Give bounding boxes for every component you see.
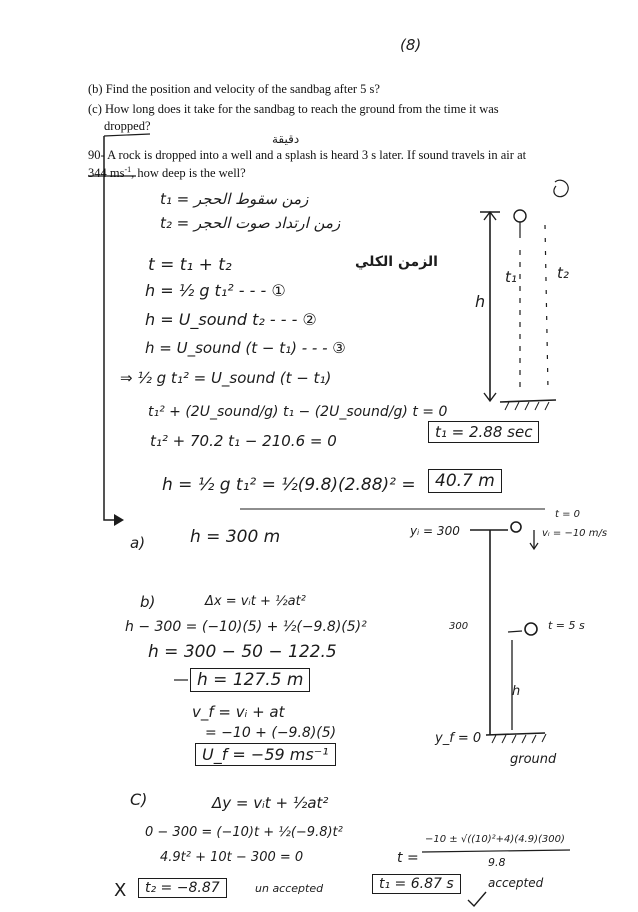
sandbag-diagram	[470, 522, 546, 743]
part-c-t1-note: accepted	[488, 876, 544, 890]
page-number: (8)	[400, 36, 422, 54]
eq-height-2: h = U_sound t₂ - - - ②	[145, 310, 317, 329]
part-b-velocity-substitution: = −10 + (−9.8)(5)	[205, 725, 337, 741]
part-c-t1-result: t₁ = 6.87 s	[372, 874, 461, 894]
sandbag-t5-label: t = 5 s	[548, 619, 585, 632]
bracket-arrowhead	[114, 514, 124, 526]
part-b-velocity-result: U_f = −59 ms⁻¹	[195, 743, 336, 766]
part-a-equation: h = 300 m	[190, 527, 281, 547]
eq-height-1: h = ½ g t₁² - - - ①	[145, 281, 286, 300]
t2-definition: t₂ = زمن ارتداد صوت الحجر	[160, 214, 341, 232]
total-time-note: الزمن الكلي	[355, 254, 438, 270]
part-b-substitution: h − 300 = (−10)(5) + ½(−9.8)(5)²	[125, 619, 367, 635]
well-diagram	[480, 180, 568, 410]
t1-definition: t₁ = زمن سقوط الحجر	[160, 190, 309, 208]
part-b-height-result: h = 127.5 m	[190, 668, 310, 692]
well-t2-label: t₂	[557, 264, 569, 282]
question-c-line1: (c) How long does it take for the sandbag to reach the ground from the time it was	[88, 102, 499, 116]
part-a-label: a)	[130, 534, 146, 552]
part-c-formula-denominator: 9.8	[488, 856, 506, 869]
question-90-line2	[88, 165, 246, 181]
eq-numeric: t₁² + 70.2 t₁ − 210.6 = 0	[150, 432, 337, 450]
check-mark	[468, 892, 486, 906]
eq-substitution: ⇒ ½ g t₁² = U_sound (t − t₁)	[120, 369, 332, 387]
sandbag-vi-label: vᵢ = −10 m/s	[542, 528, 608, 539]
part-c-formula-t: t =	[397, 850, 419, 866]
part-c-formula-numerator: −10 ± √((10)²+4)(4.9)(300)	[425, 834, 565, 845]
eq-height-final: h = ½ g t₁² = ½(9.8)(2.88)² =	[162, 475, 416, 495]
sandbag-ground-label: ground	[510, 752, 557, 767]
eq-height-3: h = U_sound (t − t₁) - - - ③	[145, 339, 346, 357]
annotation-word-above: دقيقة	[272, 132, 300, 146]
part-c-kinematics: Δy = vᵢt + ½at²	[212, 794, 329, 812]
part-b-simplified: h = 300 − 50 − 122.5	[148, 642, 337, 662]
sandbag-h-label: h	[512, 684, 521, 699]
well-h-label: h	[475, 292, 486, 311]
part-c-t2-note: un accepted	[255, 882, 324, 895]
t1-result-box: t₁ = 2.88 sec	[428, 421, 539, 443]
eq-total-time: t = t₁ + t₂	[148, 255, 232, 275]
speed-value: 344 ms	[88, 166, 125, 181]
part-c-substitution: 0 − 300 = (−10)t + ½(−9.8)t²	[145, 825, 343, 840]
part-b-velocity-formula: v_f = vᵢ + at	[192, 703, 285, 721]
formula-bar	[422, 850, 570, 852]
eq-quadratic: t₁² + (2U_sound/g) t₁ − (2U_sound/g) t = 0	[148, 404, 448, 420]
well-t1-label: t₁	[505, 268, 517, 286]
part-c-t2-result: t₂ = −8.87	[138, 878, 227, 898]
q90-bracket-top	[104, 134, 150, 136]
reject-mark: X	[114, 880, 127, 901]
part-b-kinematics: Δx = vᵢt + ½at²	[205, 594, 306, 609]
part-b-label: b)	[140, 593, 156, 611]
part-c-label: C)	[130, 790, 148, 809]
question-c-line2: dropped?	[104, 119, 151, 133]
speed-unit-exponent: -1	[124, 165, 132, 174]
q90-bracket	[104, 136, 122, 520]
question-b: (b) Find the position and velocity of the sandbag after 5 s?	[88, 82, 380, 96]
part-c-quadratic: 4.9t² + 10t − 300 = 0	[160, 850, 304, 865]
question-90-tail: , how deep is the well?	[131, 166, 246, 181]
sandbag-t0-label: t = 0	[555, 509, 581, 520]
sandbag-yf-label: y_f = 0	[435, 731, 482, 746]
sandbag-yi-label: yᵢ = 300	[410, 524, 460, 538]
height-result-box: 40.7 m	[428, 469, 502, 493]
question-90-line1: 90- A rock is dropped into a well and a splash is heard 3 s later. If sound travels in air at	[88, 148, 527, 162]
sandbag-300-label: 300	[449, 621, 469, 632]
